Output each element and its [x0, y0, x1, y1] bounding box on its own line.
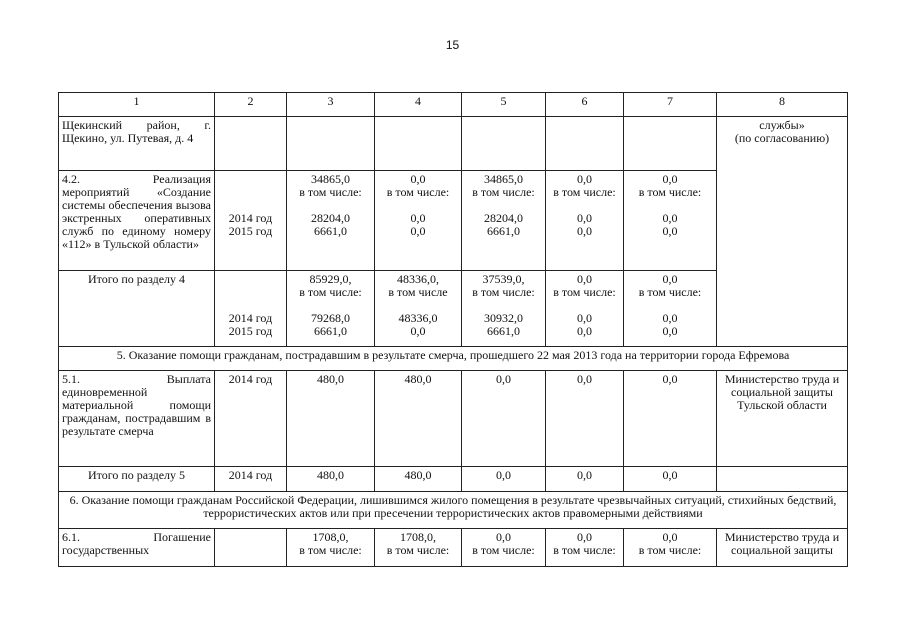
row-name: 4.2. Реализация мероприятий «Создание системы обеспечения вызова экстренных оперативных служб по единому номеру «112» в Тульской области»	[59, 171, 215, 271]
header-cell: 1	[59, 93, 215, 117]
amount-year: 0,0	[410, 324, 426, 338]
amount-cell: 0,0	[546, 371, 624, 467]
amount-cell	[287, 171, 375, 271]
table-cell	[717, 467, 848, 492]
amount-year: 6661,0	[314, 324, 347, 338]
amount-year: 48336,0	[398, 311, 438, 325]
amount-total: 48336,0,	[397, 272, 439, 286]
amount-total: 0,0	[662, 530, 678, 544]
amount-cell: 0,0	[624, 371, 717, 467]
years-cell	[215, 171, 287, 271]
amount-note: в том числе:	[299, 185, 362, 199]
amount-note: в том числе:	[638, 543, 702, 557]
amount-note: в том числе:	[472, 285, 535, 299]
table-cell	[215, 529, 287, 567]
header-cell: 7	[624, 93, 717, 117]
header-cell: 6	[546, 93, 624, 117]
amount-year: 28204,0	[311, 211, 350, 225]
year-cell: 2014 год	[215, 467, 287, 492]
amount-year: 6661,0	[487, 224, 520, 238]
amount-total: 37539,0,	[482, 272, 525, 286]
responsible-cell: Министерство труда и социальной защиты Тульской области	[717, 371, 848, 467]
amount-year: 0,0	[410, 224, 426, 238]
amount-year: 6661,0	[487, 324, 520, 338]
row-name: Щекинский район, г. Щекино, ул. Путевая, д. 4	[59, 117, 215, 171]
amount-cell	[546, 529, 624, 567]
responsible-line: (по согласованию)	[734, 131, 830, 145]
header-cell: 2	[215, 93, 287, 117]
amount-year: 0,0	[577, 224, 592, 238]
amount-cell	[624, 529, 717, 567]
amount-cell	[287, 271, 375, 347]
amount-note: в том числе:	[553, 285, 616, 299]
amount-year: 30932,0	[484, 311, 523, 325]
amount-cell	[462, 529, 546, 567]
amount-cell	[546, 171, 624, 271]
amount-note: в том числе:	[386, 185, 450, 199]
table-cell	[546, 117, 624, 171]
amount-year: 28204,0	[484, 211, 523, 225]
amount-cell: 480,0	[287, 467, 375, 492]
amount-cell: 480,0	[287, 371, 375, 467]
amount-note: в том числе:	[299, 285, 362, 299]
amount-note: в том числе:	[638, 285, 702, 299]
section-title: 6. Оказание помощи гражданам Российской Федерации, лишившимся жилого помещения в результате чрезвычайных ситуаций, стихийных бедствий, террористических актов или при пресечении террористических актов правомерными действиями	[59, 492, 848, 529]
year-label: 2014 год	[228, 311, 273, 325]
amount-note: в том числе:	[299, 543, 362, 557]
row-name: 6.1. Погашение государственных	[59, 529, 215, 567]
amount-year: 79268,0	[311, 311, 350, 325]
row-name: Итого по разделу 5	[59, 467, 215, 492]
page-number: 15	[445, 38, 460, 52]
amount-note: в том числе:	[553, 543, 616, 557]
table-row	[59, 529, 848, 567]
amount-cell	[462, 171, 546, 271]
year-label: 2014 год	[228, 211, 273, 225]
table-cell	[375, 117, 462, 171]
amount-year: 0,0	[662, 324, 678, 338]
amount-note: в том числе:	[386, 543, 450, 557]
section-title: 5. Оказание помощи гражданам, пострадавшим в результате смерча, прошедшего 22 мая 2013 года на территории города Ефремова	[59, 347, 848, 371]
amount-total: 0,0	[577, 172, 592, 186]
amount-total: 0,0	[577, 530, 592, 544]
amount-note: в том числе:	[553, 185, 616, 199]
amount-year: 6661,0	[314, 224, 347, 238]
table-row	[59, 467, 848, 492]
amount-total: 1708,0,	[400, 530, 436, 544]
amount-total: 34865,0	[311, 172, 350, 186]
amount-cell: 0,0	[462, 467, 546, 492]
amount-cell	[462, 271, 546, 347]
table-cell	[462, 117, 546, 171]
responsible-cell	[717, 117, 848, 347]
amount-year: 0,0	[577, 324, 592, 338]
amount-note: в том числе:	[472, 543, 535, 557]
amount-note: в том числе:	[638, 185, 702, 199]
amount-total: 0,0	[577, 272, 592, 286]
years-cell	[215, 271, 287, 347]
amount-year: 0,0	[662, 211, 678, 225]
amount-year: 0,0	[662, 311, 678, 325]
section-row	[59, 347, 848, 371]
row-name: 5.1. Выплата единовременной материальной помощи гражданам, пострадавшим в результате смерча	[59, 371, 215, 467]
amount-cell	[624, 171, 717, 271]
table-row	[59, 117, 848, 171]
amount-total: 0,0	[662, 272, 678, 286]
amount-year: 0,0	[410, 211, 426, 225]
amount-cell: 0,0	[624, 467, 717, 492]
responsible-cell: Министерство труда и социальной защиты	[717, 529, 848, 567]
amount-cell: 480,0	[375, 467, 462, 492]
amount-total: 34865,0	[484, 172, 523, 186]
amount-total: 1708,0,	[312, 530, 349, 544]
amount-note: в том числе:	[472, 185, 535, 199]
amount-year: 0,0	[577, 211, 592, 225]
year-label: 2015 год	[228, 224, 273, 238]
program-table	[58, 92, 848, 567]
amount-total: 0,0	[662, 172, 678, 186]
amount-note: в том числе	[388, 285, 448, 299]
amount-cell	[287, 529, 375, 567]
row-name: Итого по разделу 4	[59, 271, 215, 347]
header-cell: 8	[717, 93, 848, 117]
amount-cell	[375, 271, 462, 347]
amount-total: 0,0	[496, 530, 511, 544]
amount-year: 0,0	[662, 224, 678, 238]
year-cell: 2014 год	[215, 371, 287, 467]
table-row	[59, 371, 848, 467]
table-cell	[215, 117, 287, 171]
header-cell: 3	[287, 93, 375, 117]
header-cell: 4	[375, 93, 462, 117]
amount-cell	[546, 271, 624, 347]
responsible-line: службы»	[759, 118, 805, 132]
amount-cell: 480,0	[375, 371, 462, 467]
amount-cell	[624, 271, 717, 347]
section-row	[59, 492, 848, 529]
amount-cell: 0,0	[546, 467, 624, 492]
amount-year: 0,0	[577, 311, 592, 325]
amount-cell	[375, 171, 462, 271]
header-row	[59, 93, 848, 117]
amount-cell	[375, 529, 462, 567]
amount-total: 0,0	[410, 172, 426, 186]
table-cell	[287, 117, 375, 171]
year-label: 2015 год	[228, 324, 273, 338]
table-cell	[624, 117, 717, 171]
amount-cell: 0,0	[462, 371, 546, 467]
header-cell: 5	[462, 93, 546, 117]
amount-total: 85929,0,	[309, 272, 352, 286]
